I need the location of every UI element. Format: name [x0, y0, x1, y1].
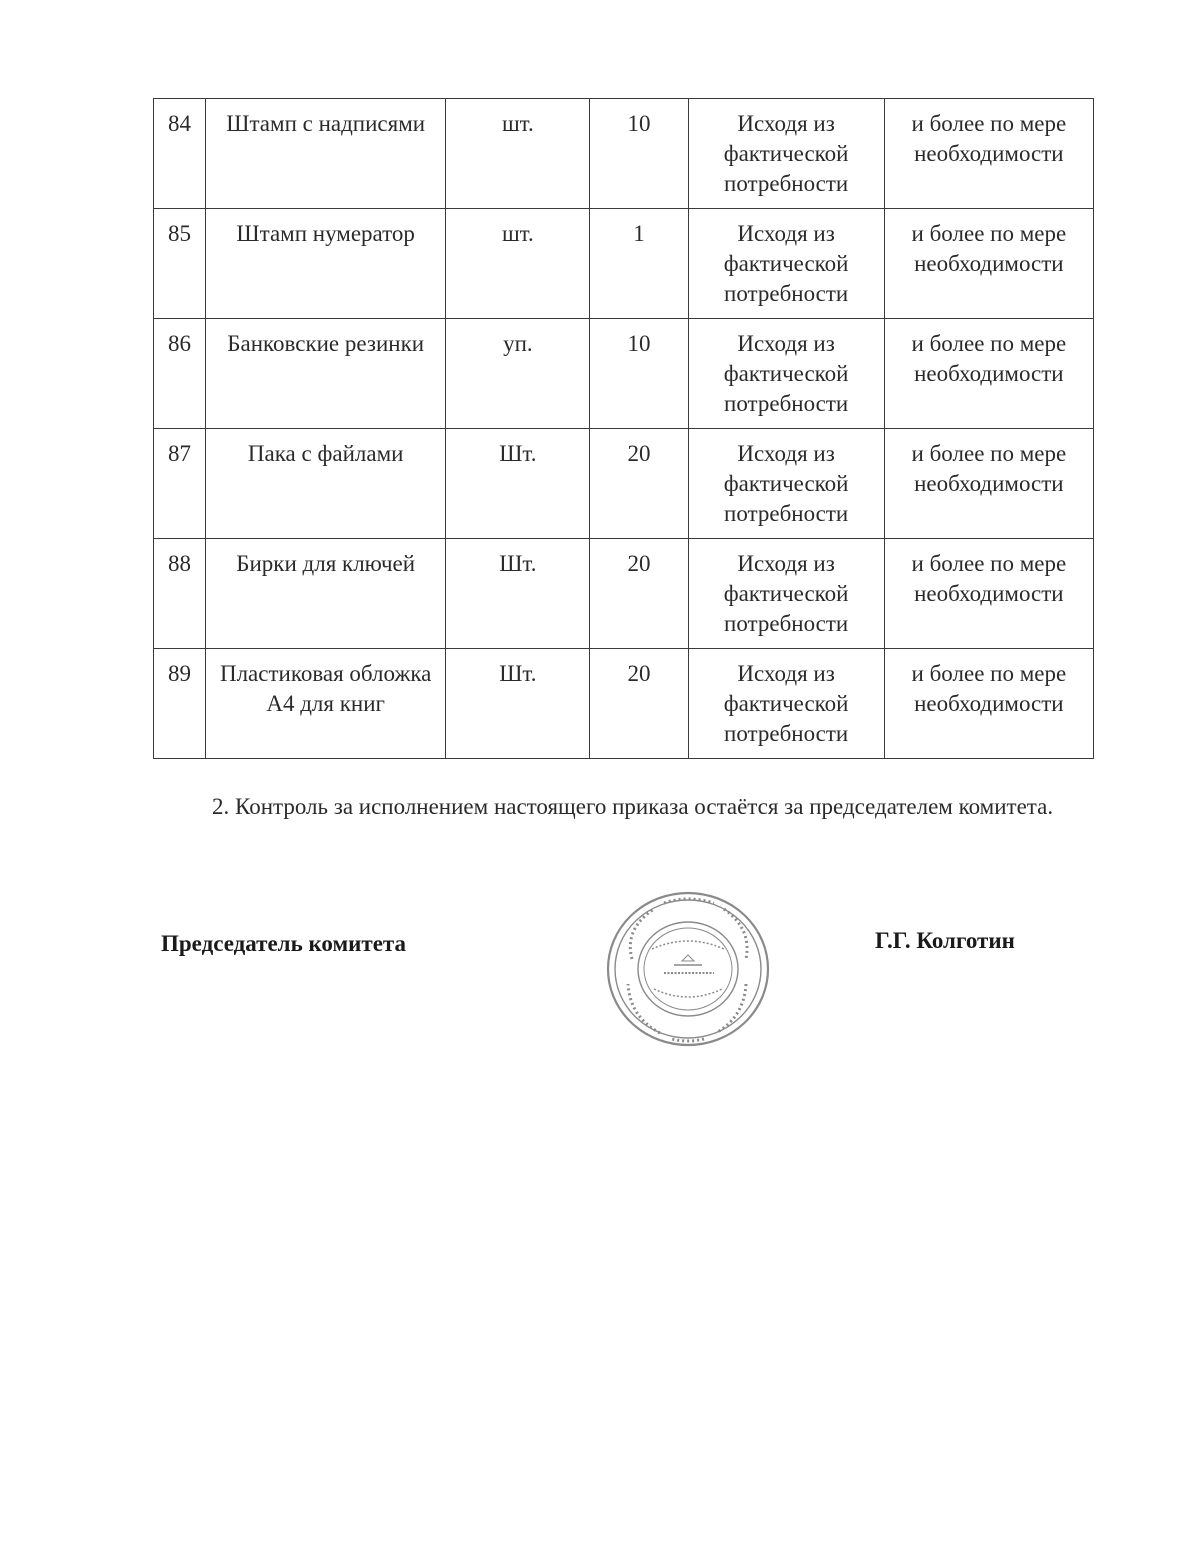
row-number: 87: [154, 429, 206, 539]
item-name: Штамп с надписями: [206, 99, 446, 209]
item-quantity: 10: [590, 99, 688, 209]
item-note: и более по мере необходимости: [884, 319, 1093, 429]
table-row: [154, 649, 1094, 759]
item-unit: шт.: [446, 209, 590, 319]
item-quantity: 10: [590, 319, 688, 429]
item-name: Штамп нумератор: [206, 209, 446, 319]
signer-name: Г.Г. Колготин: [875, 928, 1015, 953]
table-row: [154, 99, 1094, 209]
control-clause: 2. Контроль за исполнением настоящего приказа остаётся за председателем комитета.: [212, 794, 1054, 819]
item-unit: Шт.: [446, 539, 590, 649]
item-note: и более по мере необходимости: [884, 539, 1093, 649]
item-basis: Исходя из фактической потребности: [688, 319, 884, 429]
table-row: [154, 539, 1094, 649]
item-name: Банковские резинки: [206, 319, 446, 429]
item-name: Бирки для ключей: [206, 539, 446, 649]
item-unit: шт.: [446, 99, 590, 209]
signer-title: Председатель комитета: [161, 931, 406, 956]
row-number: 85: [154, 209, 206, 319]
row-number: 89: [154, 649, 206, 759]
item-unit: Шт.: [446, 649, 590, 759]
item-quantity: 1: [590, 209, 688, 319]
table-row: [154, 429, 1094, 539]
row-number: 84: [154, 99, 206, 209]
supplies-table: [153, 98, 1094, 759]
official-seal-icon: [604, 889, 772, 1049]
item-name: Пластиковая обложка А4 для книг: [206, 649, 446, 759]
item-note: и более по мере необходимости: [884, 209, 1093, 319]
row-number: 86: [154, 319, 206, 429]
item-basis: Исходя из фактической потребности: [688, 99, 884, 209]
item-quantity: 20: [590, 649, 688, 759]
item-quantity: 20: [590, 429, 688, 539]
row-number: 88: [154, 539, 206, 649]
item-note: и более по мере необходимости: [884, 649, 1093, 759]
item-note: и более по мере необходимости: [884, 99, 1093, 209]
item-unit: уп.: [446, 319, 590, 429]
item-basis: Исходя из фактической потребности: [688, 539, 884, 649]
item-name: Пака с файлами: [206, 429, 446, 539]
item-quantity: 20: [590, 539, 688, 649]
table-row: [154, 209, 1094, 319]
item-unit: Шт.: [446, 429, 590, 539]
item-note: и более по мере необходимости: [884, 429, 1093, 539]
item-basis: Исходя из фактической потребности: [688, 429, 884, 539]
item-basis: Исходя из фактической потребности: [688, 209, 884, 319]
item-basis: Исходя из фактической потребности: [688, 649, 884, 759]
table-row: [154, 319, 1094, 429]
